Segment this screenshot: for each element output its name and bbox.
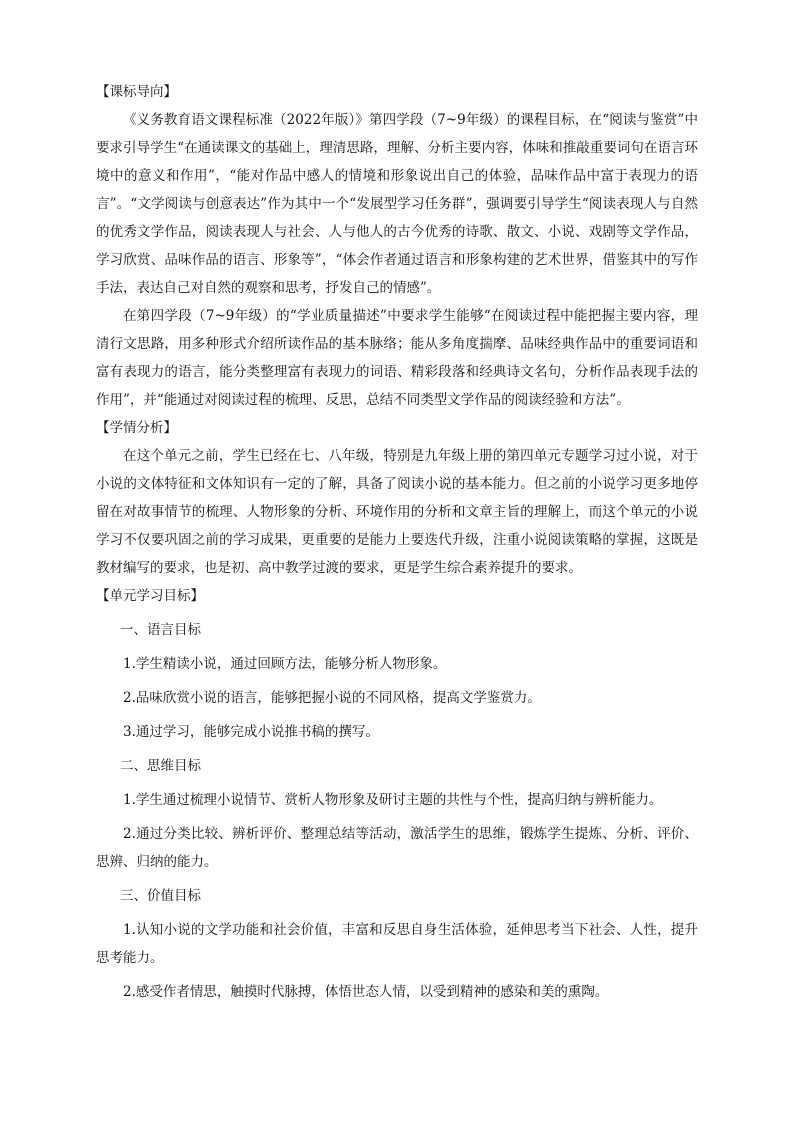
goal-item: 1.认知小说的文学功能和社会价值，丰富和反思自身生活体验，延伸思考当下社会、人性，提升思考能力。 [96,922,698,966]
goal-title-value: 三、价值目标 [120,888,201,904]
section-heading-analysis: 【学情分析】 [96,420,177,436]
section-goals [96,582,698,1006]
goal-item: 1.学生通过梳理小说情节、赏析人物形象及研讨主题的共性与个性，提高归纳与辨析能力。 [123,792,663,808]
goal-item: 2.感受作者情思，触摸时代脉搏，体悟世态人情，以受到精神的感染和美的熏陶。 [123,984,609,1000]
goal-group-value [96,882,698,1006]
document-page [96,78,698,1006]
goal-group-thinking [96,752,698,876]
analysis-paragraph-1: 在这个单元之前，学生已经在七、八年级，特别是九年级上册的第四单元专题学习过小说，对于小说的文体特征和文体知识有一定的了解，具备了阅读小说的基本能力。但之前的小说学习更多地停留在对故事情节的梳理、人物形象的分析、环境作用的分析和文章主旨的理解上，而这个单元的小说学习不仅要巩固之前的学习成果，更重要的是能力上要迭代升级，注重小说阅读策略的掌握，这既是教材编写的要求，也是初、高中教学过渡的要求，更是学生综合素养提升的要求。 [96,448,698,576]
goal-item: 3.通过学习，能够完成小说推书稿的撰写。 [123,724,379,740]
goal-title-thinking: 二、思维目标 [120,758,201,774]
goal-item: 2.品味欣赏小说的语言，能够把握小说的不同风格，提高文学鉴赏力。 [123,690,541,706]
goal-group-language [96,616,698,746]
goal-title-language: 一、语言目标 [120,622,201,638]
goal-item: 1.学生精读小说，通过回顾方法，能够分析人物形象。 [123,656,447,672]
curriculum-paragraph-1: 《义务教育语文课程标准（2022年版）》第四学段（7~9年级）的课程目标，在“阅读与鉴赏”中要求引导学生“在通读课文的基础上，理清思路，理解、分析主要内容，体味和推敲重要词句在语言环境中的意义和作用”，“能对作品中感人的情境和形象说出自己的体验，品味作品中富于表现力的语言”。“文学阅读与创意表达”作为其中一个“发展型学习任务群”，强调要引导学生“阅读表现人与自然的优秀文学作品，阅读表现人与社会、人与他人的古今优秀的诗歌、散文、小说、戏剧等文学作品，学习欣赏、品味作品的语言、形象等”，“体会作者通过语言和形象构建的艺术世界，借鉴其中的写作手法，表达自己对自然的观察和思考，抒发自己的情感”。 [96,112,698,296]
curriculum-paragraph-2: 在第四学段（7~9年级）的“学业质量描述”中要求学生能够“在阅读过程中能把握主要内容，理清行文思路，用多种形式介绍所读作品的基本脉络；能从多角度揣摩、品味经典作品中的重要词语和富有表现力的语言，能分类整理富有表现力的词语、精彩段落和经典诗文名句，分析作品表现手法的作用”，并“能通过对阅读过程的梳理、反思，总结不同类型文学作品的阅读经验和方法”。 [96,308,698,408]
goal-item: 2.通过分类比较、辨析评价、整理总结等活动，激活学生的思维，锻炼学生提炼、分析、评价、思辨、归纳的能力。 [96,826,698,870]
section-analysis [96,414,698,582]
section-heading-goals: 【单元学习目标】 [96,588,204,604]
section-curriculum [96,78,698,414]
section-heading-curriculum: 【课标导向】 [96,84,177,100]
